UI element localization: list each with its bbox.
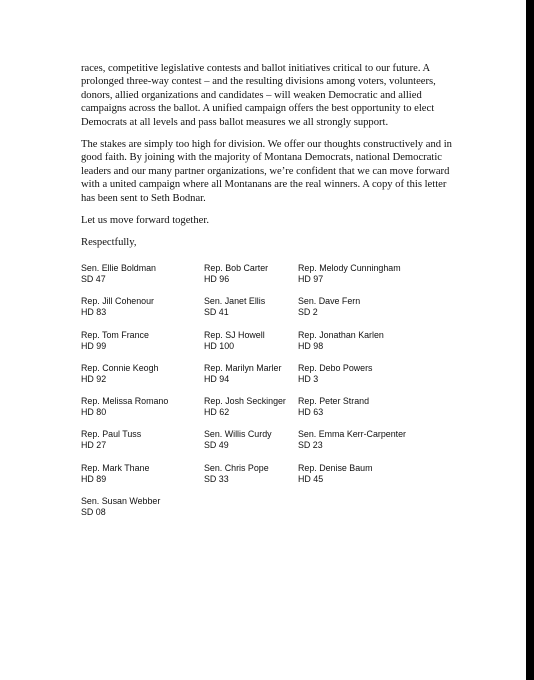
signatory bbox=[81, 496, 204, 529]
signatory-row bbox=[81, 363, 441, 396]
signatory-name: Rep. Melissa Romano bbox=[81, 396, 169, 407]
signatory bbox=[298, 396, 438, 429]
signatory-district: HD 63 bbox=[298, 407, 324, 418]
signatory-name: Sen. Susan Webber bbox=[81, 496, 161, 507]
letter-closing-line: Let us move forward together. bbox=[81, 215, 209, 227]
signatory bbox=[204, 396, 298, 429]
signatory-name: Rep. Connie Keogh bbox=[81, 362, 159, 373]
signatory-name: Rep. Debo Powers bbox=[298, 362, 373, 373]
letter-paragraph: races, competitive legislative contests and ballot initiatives critical to our future. A prolonged three-way contest – and the resulting divisions among voters, volunteers, donors, allied organizations and candidates – will weaken Democratic and allied campaigns across the ballot. A unified campaign offers the best opportunity to elect Democrats at all levels and pass ballot measures we all strongly support. bbox=[81, 63, 436, 128]
signatory-district: SD 33 bbox=[204, 473, 229, 484]
signatory-district: HD 96 bbox=[204, 274, 230, 284]
signatory bbox=[204, 463, 298, 496]
signatory-name: Rep. Jill Cohenour bbox=[81, 296, 155, 307]
signatory bbox=[298, 429, 438, 462]
signatory bbox=[81, 330, 204, 363]
signatory-name: Rep. Josh Seckinger bbox=[204, 396, 286, 407]
signatory-district: SD 41 bbox=[204, 307, 229, 318]
signatory-name: Rep. Jonathan Karlen bbox=[298, 329, 384, 340]
signatory-district: HD 92 bbox=[81, 373, 107, 384]
signatory bbox=[81, 296, 204, 329]
signatory-district: HD 45 bbox=[298, 473, 324, 484]
signatory-name: Sen. Ellie Boldman bbox=[81, 263, 156, 273]
signatory-name: Sen. Chris Pope bbox=[204, 462, 269, 473]
signatory bbox=[204, 429, 298, 462]
signatory-district: HD 98 bbox=[298, 340, 324, 351]
signatory-name: Rep. Peter Strand bbox=[298, 396, 370, 407]
signatory-row bbox=[81, 429, 441, 462]
signatory-row bbox=[81, 396, 441, 429]
signatory-district: HD 3 bbox=[298, 373, 319, 384]
signatory-name: Rep. Paul Tuss bbox=[81, 429, 142, 440]
signatory-name: Rep. SJ Howell bbox=[204, 329, 265, 340]
signatory bbox=[298, 263, 438, 296]
signatory-district: SD 2 bbox=[298, 307, 318, 318]
letter-salutation: Respectfully, bbox=[81, 237, 137, 249]
signatory bbox=[204, 330, 298, 363]
signatory-name: Rep. Melody Cunningham bbox=[298, 263, 401, 273]
signatory bbox=[298, 363, 438, 396]
signatory-name: Rep. Tom France bbox=[81, 329, 149, 340]
signatory bbox=[204, 296, 298, 329]
letter-body bbox=[81, 62, 453, 259]
signatory bbox=[81, 263, 204, 296]
signatory-district: SD 47 bbox=[81, 274, 106, 284]
signatory bbox=[81, 363, 204, 396]
signatory-district: HD 80 bbox=[81, 407, 107, 418]
signatory-district: HD 99 bbox=[81, 340, 107, 351]
signatory-name: Rep. Denise Baum bbox=[298, 462, 373, 473]
signatory bbox=[81, 463, 204, 496]
signatory bbox=[81, 429, 204, 462]
signatory-name: Rep. Bob Carter bbox=[204, 263, 269, 273]
signatory-district: HD 83 bbox=[81, 307, 107, 318]
signatory-grid bbox=[81, 263, 441, 529]
signatory-district: HD 89 bbox=[81, 473, 107, 484]
signatory-name: Sen. Willis Curdy bbox=[204, 429, 272, 440]
signatory bbox=[298, 463, 438, 496]
signatory-district: SD 49 bbox=[204, 440, 229, 451]
signatory bbox=[81, 396, 204, 429]
signatory-name: Sen. Janet Ellis bbox=[204, 296, 266, 307]
letter-paragraph: The stakes are simply too high for division. We offer our thoughts constructively and in good faith. By joining with the majority of Montana Democrats, national Democratic leaders and our many partner organizations, we’re confident that we can move forward with a united campaign where all Montanans are the real winners. A copy of this letter has been sent to Seth Bodnar. bbox=[81, 139, 452, 204]
signatory-district: HD 94 bbox=[204, 373, 230, 384]
signatory bbox=[298, 296, 438, 329]
signatory-name: Rep. Marilyn Marler bbox=[204, 362, 282, 373]
signatory bbox=[298, 330, 438, 363]
signatory-row bbox=[81, 463, 441, 496]
signatory-row bbox=[81, 496, 441, 529]
signatory-district: HD 27 bbox=[81, 440, 107, 451]
signatory-name: Rep. Mark Thane bbox=[81, 462, 150, 473]
signatory bbox=[204, 363, 298, 396]
signatory-district: HD 97 bbox=[298, 274, 324, 284]
signatory-district: SD 23 bbox=[298, 440, 323, 451]
signatory bbox=[204, 263, 298, 296]
signatory-district: HD 62 bbox=[204, 407, 230, 418]
signatory-row bbox=[81, 296, 441, 329]
signatory-row bbox=[81, 263, 441, 296]
signatory-district: HD 100 bbox=[204, 340, 235, 351]
signatory-name: Sen. Emma Kerr-Carpenter bbox=[298, 429, 407, 440]
signatory-district: SD 08 bbox=[81, 507, 106, 518]
signatory-name: Sen. Dave Fern bbox=[298, 296, 361, 307]
signatory-row bbox=[81, 330, 441, 363]
